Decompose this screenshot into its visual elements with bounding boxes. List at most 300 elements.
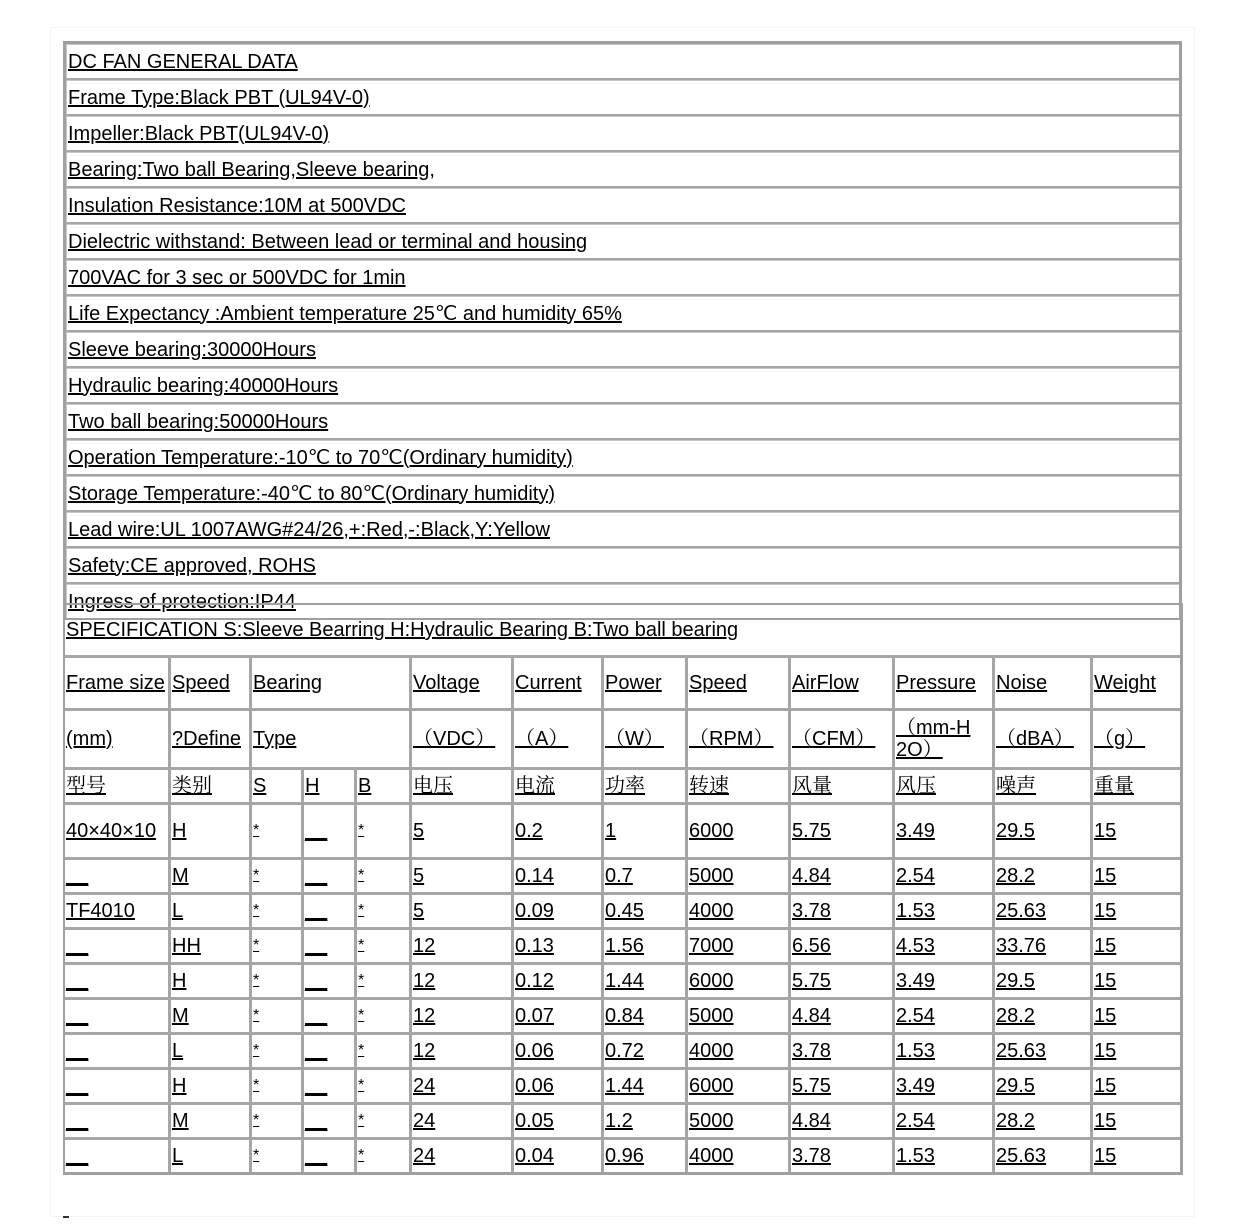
cell-frame-value: __: [66, 1110, 89, 1132]
cell-weight: [1093, 965, 1180, 1000]
cell-rpm: [688, 1070, 791, 1105]
cell-rpm: [688, 965, 791, 1000]
cell-pressure: [895, 1105, 995, 1140]
cell-frame: [65, 1140, 171, 1172]
cell-h-value: __: [305, 1075, 328, 1097]
cell-current-value: 0.12: [515, 970, 554, 992]
general-data-row: [66, 548, 1179, 584]
cell-rpm: [688, 860, 791, 895]
cell-current-value: 0.09: [515, 900, 554, 922]
cell-frame: [65, 965, 171, 1000]
general-data-row: [66, 332, 1179, 368]
cell-frame-value: __: [66, 970, 89, 992]
spec-title: SPECIFICATION S:Sleeve Bearring H:Hydraulic Bearing B:Two ball bearing: [66, 619, 739, 641]
cell-s-value: *: [253, 867, 260, 884]
cell-noise-value: 28.2: [996, 1110, 1035, 1132]
cell-pressure-value: 1.53: [896, 1040, 935, 1062]
header-current-text: Current: [515, 672, 582, 694]
cell-power-value: 1.2: [605, 1110, 633, 1132]
cell-s: [252, 930, 304, 965]
unit-pressure: [895, 711, 995, 770]
cell-h: [304, 930, 357, 965]
unit-power-text: （W）: [605, 728, 664, 750]
cell-current: [514, 930, 604, 965]
cell-voltage-value: 5: [413, 865, 425, 887]
general-data-text: Safety:CE approved, ROHS: [68, 554, 316, 577]
cell-s: [252, 805, 304, 860]
general-data-text: Dielectric withstand: Between lead or terminal and housing: [68, 230, 588, 253]
general-data-cell: [66, 368, 1179, 404]
cell-voltage: [412, 1000, 514, 1035]
cell-airflow-value: 6.56: [792, 935, 831, 957]
cell-h-value: __: [305, 865, 328, 887]
cell-rpm-value: 5000: [689, 865, 734, 887]
general-data-text: Insulation Resistance:10M at 500VDC: [68, 194, 406, 217]
cell-speed-value: H: [172, 1075, 187, 1097]
cell-b-value: *: [358, 822, 365, 839]
cell-weight-value: 15: [1094, 1005, 1117, 1027]
general-data-row: [66, 440, 1179, 476]
cell-current-value: 0.13: [515, 935, 554, 957]
cell-speed: [171, 895, 252, 930]
unit-airflow: [791, 711, 895, 770]
cell-noise-value: 28.2: [996, 1005, 1035, 1027]
cell-airflow: [791, 1105, 895, 1140]
cell-current: [514, 1000, 604, 1035]
cell-speed-value: H: [172, 970, 187, 992]
cell-speed: [171, 1035, 252, 1070]
cell-s: [252, 965, 304, 1000]
bearing-b-label: B: [358, 775, 372, 797]
cell-airflow: [791, 1070, 895, 1105]
cell-frame: [65, 1000, 171, 1035]
general-data-cell: [66, 512, 1179, 548]
cell-s-value: *: [253, 937, 260, 954]
cell-frame-value: __: [66, 1005, 89, 1027]
general-data-text: Bearing:Two ball Bearing,Sleeve bearing,: [68, 158, 435, 181]
cn-speed: [171, 770, 252, 805]
cell-rpm: [688, 1000, 791, 1035]
spec-header-row-3: [65, 770, 1180, 805]
cell-voltage: [412, 930, 514, 965]
cell-power-value: 1.56: [605, 935, 644, 957]
cell-b: [357, 1070, 412, 1105]
cell-frame-value: __: [66, 1145, 89, 1167]
cell-speed: [171, 860, 252, 895]
unit-current-text: （A）: [515, 728, 569, 750]
cell-airflow: [791, 930, 895, 965]
cell-h: [304, 1105, 357, 1140]
general-data-title: DC FAN GENERAL DATA: [68, 50, 298, 73]
general-data-cell: [66, 80, 1179, 116]
cell-voltage-value: 12: [413, 935, 436, 957]
cell-noise: [995, 1035, 1093, 1070]
cn-power-text: 功率: [605, 775, 645, 797]
cell-noise-value: 28.2: [996, 865, 1035, 887]
cell-frame-value: __: [66, 1040, 89, 1062]
cell-speed: [171, 1000, 252, 1035]
cell-rpm-value: 6000: [689, 820, 734, 842]
cell-pressure: [895, 930, 995, 965]
cell-power: [604, 1000, 688, 1035]
footer-dash-text: [63, 1206, 68, 1222]
cell-pressure: [895, 1070, 995, 1105]
cn-noise: [995, 770, 1093, 805]
cell-s-value: *: [253, 1112, 260, 1129]
table-row: [65, 930, 1180, 965]
cell-s-value: *: [253, 1042, 260, 1059]
cell-b: [357, 930, 412, 965]
cell-noise-value: 33.76: [996, 935, 1047, 957]
cell-pressure: [895, 1000, 995, 1035]
cell-frame: [65, 930, 171, 965]
general-data-text: Frame Type:Black PBT (UL94V-0): [68, 86, 370, 109]
cell-noise: [995, 1140, 1093, 1172]
unit-frame: [65, 711, 171, 770]
cell-airflow: [791, 1000, 895, 1035]
cell-speed: [171, 805, 252, 860]
cell-s-value: *: [253, 1147, 260, 1164]
table-row: [65, 1035, 1180, 1070]
header-speed: [171, 658, 252, 711]
cell-noise-value: 25.63: [996, 1145, 1047, 1167]
general-data-cell: [66, 404, 1179, 440]
cell-s: [252, 1070, 304, 1105]
general-data-text: Two ball bearing:50000Hours: [68, 410, 329, 433]
cell-s: [252, 860, 304, 895]
cell-frame-value: TF4010: [66, 900, 135, 922]
cell-airflow: [791, 1035, 895, 1070]
cell-speed-value: M: [172, 865, 189, 887]
cell-current-value: 0.2: [515, 820, 543, 842]
cn-b: [357, 770, 412, 805]
cell-weight: [1093, 1035, 1180, 1070]
cn-weight: [1093, 770, 1180, 805]
cn-pressure-text: 风压: [896, 775, 936, 797]
cell-h-value: __: [305, 820, 328, 842]
spec-header-row-2: [65, 711, 1180, 770]
cn-h: [304, 770, 357, 805]
general-data-cell: [66, 440, 1179, 476]
cell-weight: [1093, 930, 1180, 965]
cell-frame: [65, 1105, 171, 1140]
cell-b-value: *: [358, 1147, 365, 1164]
cell-frame: [65, 1070, 171, 1105]
general-data-text: Ingress of protection:IP44: [68, 590, 296, 613]
cell-noise: [995, 805, 1093, 860]
cell-b-value: *: [358, 1112, 365, 1129]
cell-noise: [995, 860, 1093, 895]
general-data-row: [66, 188, 1179, 224]
cell-power-value: 0.7: [605, 865, 633, 887]
cell-noise-value: 25.63: [996, 1040, 1047, 1062]
cell-voltage-value: 12: [413, 1040, 436, 1062]
cell-current-value: 0.06: [515, 1040, 554, 1062]
cell-rpm: [688, 1140, 791, 1172]
general-data-text: Life Expectancy :Ambient temperature 25℃ and humidity 65%: [68, 302, 622, 325]
unit-voltage-text: （VDC）: [413, 728, 496, 750]
cell-pressure-value: 4.53: [896, 935, 935, 957]
cell-voltage-value: 5: [413, 900, 425, 922]
cell-h-value: __: [305, 1005, 328, 1027]
general-data-cell: [66, 296, 1179, 332]
cell-h-value: __: [305, 1145, 328, 1167]
cell-weight-value: 15: [1094, 820, 1117, 842]
cell-b: [357, 1105, 412, 1140]
cell-weight-value: 15: [1094, 1110, 1117, 1132]
table-row: [65, 1140, 1180, 1172]
general-data-row: [66, 44, 1179, 80]
general-data-cell: [66, 260, 1179, 296]
cell-b: [357, 1000, 412, 1035]
cell-s-value: *: [253, 1007, 260, 1024]
cell-airflow: [791, 860, 895, 895]
bearing-h-label: H: [305, 775, 320, 797]
cell-pressure: [895, 1140, 995, 1172]
general-data-row: [66, 116, 1179, 152]
unit-noise: [995, 711, 1093, 770]
bearing-s-label: S: [253, 775, 267, 797]
cell-voltage: [412, 1105, 514, 1140]
cn-noise-text: 噪声: [996, 775, 1036, 797]
cell-b-value: *: [358, 902, 365, 919]
general-data-text: 700VAC for 3 sec or 500VDC for 1min: [68, 266, 406, 289]
cell-current: [514, 1140, 604, 1172]
cell-pressure: [895, 965, 995, 1000]
general-data-row: [66, 80, 1179, 116]
general-data-row: [66, 512, 1179, 548]
cell-b-value: *: [358, 1042, 365, 1059]
cell-pressure: [895, 805, 995, 860]
header-noise: [995, 658, 1093, 711]
unit-weight-text: （g）: [1094, 728, 1146, 750]
cell-current-value: 0.04: [515, 1145, 554, 1167]
cell-speed-value: H: [172, 820, 187, 842]
cell-b-value: *: [358, 1007, 365, 1024]
cell-airflow-value: 4.84: [792, 865, 831, 887]
cell-voltage: [412, 1070, 514, 1105]
cell-power-value: 1: [605, 820, 617, 842]
cn-power: [604, 770, 688, 805]
cell-h: [304, 965, 357, 1000]
unit-airflow-text: （CFM）: [792, 728, 876, 750]
cell-speed: [171, 930, 252, 965]
cell-power: [604, 1035, 688, 1070]
cell-speed: [171, 1070, 252, 1105]
general-data-text: Storage Temperature:-40℃ to 80℃(Ordinary humidity): [68, 482, 555, 505]
unit-speed-text: ?Define: [172, 728, 241, 750]
cell-airflow-value: 5.75: [792, 1075, 831, 1097]
cn-frame-text: 型号: [66, 775, 106, 797]
cell-b: [357, 895, 412, 930]
cell-rpm-value: 5000: [689, 1005, 734, 1027]
unit-voltage: [412, 711, 514, 770]
cell-weight-value: 15: [1094, 935, 1117, 957]
cell-power: [604, 895, 688, 930]
unit-pressure-text: （mm-H2O）: [896, 717, 971, 761]
header-frame-size: [65, 658, 171, 711]
header-rpm: [688, 658, 791, 711]
cell-power: [604, 1070, 688, 1105]
cn-rpm-text: 转速: [689, 775, 729, 797]
cell-noise: [995, 1000, 1093, 1035]
cell-b: [357, 805, 412, 860]
header-power: [604, 658, 688, 711]
cn-weight-text: 重量: [1094, 775, 1134, 797]
cell-airflow-value: 5.75: [792, 820, 831, 842]
cell-h: [304, 1000, 357, 1035]
cell-voltage: [412, 1035, 514, 1070]
cell-noise-value: 29.5: [996, 970, 1035, 992]
cell-weight-value: 15: [1094, 900, 1117, 922]
cn-frame: [65, 770, 171, 805]
cell-speed: [171, 1140, 252, 1172]
table-row: [65, 805, 1180, 860]
general-data-cell: [66, 224, 1179, 260]
header-pressure-text: Pressure: [896, 672, 977, 694]
cell-voltage: [412, 895, 514, 930]
table-row: [65, 1070, 1180, 1105]
general-data-row: [66, 152, 1179, 188]
cell-airflow: [791, 1140, 895, 1172]
header-power-text: Power: [605, 672, 662, 694]
cell-rpm-value: 6000: [689, 970, 734, 992]
cell-weight-value: 15: [1094, 865, 1117, 887]
cell-h: [304, 1070, 357, 1105]
cell-pressure-value: 2.54: [896, 1110, 935, 1132]
cell-noise: [995, 930, 1093, 965]
table-row: [65, 860, 1180, 895]
unit-speed: [171, 711, 252, 770]
cell-weight: [1093, 895, 1180, 930]
general-data-row: [66, 368, 1179, 404]
cell-pressure: [895, 860, 995, 895]
cell-h-value: __: [305, 970, 328, 992]
cell-rpm: [688, 805, 791, 860]
spec-title-cell: [65, 605, 1180, 658]
cell-airflow: [791, 805, 895, 860]
cell-pressure-value: 2.54: [896, 865, 935, 887]
unit-rpm: [688, 711, 791, 770]
header-speed-text: Speed: [172, 672, 230, 694]
cell-b-value: *: [358, 867, 365, 884]
cell-current-value: 0.05: [515, 1110, 554, 1132]
cell-current-value: 0.06: [515, 1075, 554, 1097]
cell-pressure-value: 3.49: [896, 970, 935, 992]
cell-frame-value: 40×40×10: [66, 820, 157, 842]
cell-s-value: *: [253, 902, 260, 919]
cell-weight-value: 15: [1094, 1040, 1117, 1062]
cell-b-value: *: [358, 972, 365, 989]
cell-noise: [995, 1070, 1093, 1105]
cell-airflow: [791, 965, 895, 1000]
cell-pressure: [895, 1035, 995, 1070]
cell-voltage-value: 12: [413, 1005, 436, 1027]
cell-voltage-value: 5: [413, 820, 425, 842]
general-data-cell: [66, 548, 1179, 584]
unit-weight: [1093, 711, 1180, 770]
cell-voltage-value: 12: [413, 970, 436, 992]
cell-h: [304, 1140, 357, 1172]
cell-frame-value: __: [66, 865, 89, 887]
cell-noise-value: 29.5: [996, 1075, 1035, 1097]
cell-weight: [1093, 805, 1180, 860]
cell-airflow-value: 4.84: [792, 1005, 831, 1027]
cell-weight: [1093, 1070, 1180, 1105]
cell-pressure-value: 2.54: [896, 1005, 935, 1027]
cell-pressure-value: 1.53: [896, 900, 935, 922]
cell-h-value: __: [305, 935, 328, 957]
cell-airflow: [791, 895, 895, 930]
header-voltage: [412, 658, 514, 711]
cell-h: [304, 860, 357, 895]
cell-pressure: [895, 895, 995, 930]
cell-noise: [995, 965, 1093, 1000]
unit-frame-text: (mm): [66, 728, 113, 750]
cell-h: [304, 1035, 357, 1070]
cell-rpm-value: 6000: [689, 1075, 734, 1097]
cell-current: [514, 805, 604, 860]
cell-b: [357, 965, 412, 1000]
cell-speed: [171, 1105, 252, 1140]
general-data-text: Impeller:Black PBT(UL94V-0): [68, 122, 330, 145]
general-data-row: [66, 476, 1179, 512]
general-data-text: Operation Temperature:-10℃ to 70℃(Ordinary humidity): [68, 446, 573, 469]
cn-voltage-text: 电压: [413, 775, 453, 797]
cell-b-value: *: [358, 1077, 365, 1094]
unit-bearing: [252, 711, 412, 770]
general-data-cell: [66, 332, 1179, 368]
cn-voltage: [412, 770, 514, 805]
general-data-cell: [66, 476, 1179, 512]
cell-rpm-value: 4000: [689, 900, 734, 922]
cell-rpm: [688, 1035, 791, 1070]
cell-power: [604, 965, 688, 1000]
header-frame-size-text: Frame size: [66, 672, 165, 694]
cell-power-value: 0.72: [605, 1040, 644, 1062]
header-rpm-text: Speed: [689, 672, 747, 694]
cell-airflow-value: 4.84: [792, 1110, 831, 1132]
cell-noise: [995, 895, 1093, 930]
cell-weight: [1093, 860, 1180, 895]
unit-noise-text: （dBA）: [996, 728, 1074, 750]
cell-power: [604, 805, 688, 860]
header-weight: [1093, 658, 1180, 711]
cell-current: [514, 860, 604, 895]
cell-power: [604, 930, 688, 965]
specification-table: [63, 603, 1183, 1175]
cell-frame: [65, 895, 171, 930]
cell-h-value: __: [305, 1110, 328, 1132]
general-data-text: Sleeve bearing:30000Hours: [68, 338, 316, 361]
cell-rpm-value: 4000: [689, 1040, 734, 1062]
general-data-text: Hydraulic bearing:40000Hours: [68, 374, 339, 397]
cell-airflow-value: 5.75: [792, 970, 831, 992]
header-airflow: [791, 658, 895, 711]
cell-power-value: 0.84: [605, 1005, 644, 1027]
cell-weight: [1093, 1140, 1180, 1172]
cell-noise: [995, 1105, 1093, 1140]
spec-header-row-1: [65, 658, 1180, 711]
cn-pressure: [895, 770, 995, 805]
cn-airflow: [791, 770, 895, 805]
cell-speed: [171, 965, 252, 1000]
cell-power: [604, 1105, 688, 1140]
header-bearing: [252, 658, 412, 711]
cell-power: [604, 860, 688, 895]
table-row: [65, 895, 1180, 930]
cell-speed-value: M: [172, 1110, 189, 1132]
